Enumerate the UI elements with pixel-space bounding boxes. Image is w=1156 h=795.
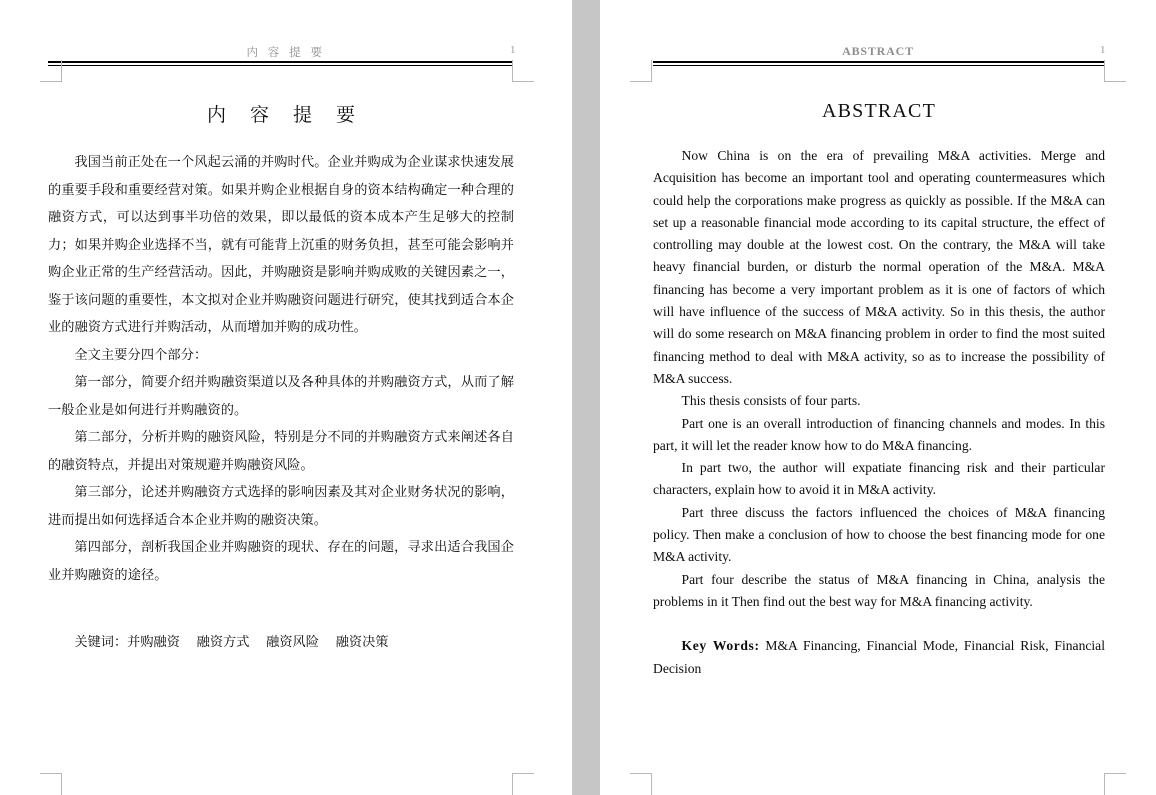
paragraph-abstract-overview: This thesis consists of four parts. xyxy=(681,393,861,409)
paragraph-part-three: 第三部分，论述并购融资方式选择的影响因素及其对企业财务状况的影响，进而提出如何选择适合本企业并购的融资决策。 xyxy=(48,485,514,528)
right-page-header xyxy=(600,44,1156,84)
left-page-number: 1 xyxy=(510,44,516,56)
left-page-header xyxy=(0,44,572,84)
keywords-value: M&A Financing, Financial Mode, Financial Risk, Financial Decision xyxy=(653,638,1105,676)
right-running-title: ABSTRACT xyxy=(842,44,914,58)
left-header-rule xyxy=(48,61,513,66)
paragraph-abstract-part-two: In part two, the author will expatiate financing risk and their particular characters, explain how to avoid it in M&A activity. xyxy=(653,460,1105,498)
keywords-line-en xyxy=(653,635,1105,680)
paragraph-abstract-part-one: Part one is an overall introduction of financing channels and modes. In this part, it will let the reader know how to do M&A financing. xyxy=(653,415,1105,453)
keywords-line-cn: 关键词：并购融资 融资方式 融资风险 融资决策 xyxy=(74,635,389,650)
paragraph-part-two: 第二部分，分析并购的融资风险，特别是分不同的并购融资方式来阐述各自的融资特点，并提出对策规避并购融资风险。 xyxy=(48,430,514,473)
page-right xyxy=(600,0,1156,795)
right-page-body xyxy=(653,100,1105,680)
left-running-title: 内 容 提 要 xyxy=(246,47,326,59)
page-left xyxy=(0,0,572,795)
paragraph-intro: 我国当前正处在一个风起云涌的并购时代。企业并购成为企业谋求快速发展的重要手段和重要经营对策。如果并购企业根据自身的资本结构确定一种合理的融资方式，可以达到事半功倍的效果，即以最低的资本成本产生足够大的控制力；如果并购企业选择不当，就有可能背上沉重的财务负担，甚至可能会影响并购企业正常的生产经营活动。因此，并购融资是影响并购成败的关键因素之一，鉴于该问题的重要性，本文拟对企业并购融资问题进行研究，使其找到适合本企业的融资方式进行并购活动，从而增加并购的成功性。 xyxy=(48,155,514,335)
paragraph-part-four: 第四部分，剖析我国企业并购融资的现状、存在的问题，寻求出适合我国企业并购融资的途径。 xyxy=(48,540,514,583)
right-header-rule xyxy=(653,61,1105,66)
paragraph-abstract-intro: Now China is on the era of prevailing M&A activities. Merge and Acquisition has become an important tool and operating countermeasures which could help the corporations make progress as quickly as possible. If the M&A can set up a reasonable financial mode according to its capital structure, the effect of controlling may double at the lowest cost. On the contrary, the M&A will take heavy financial burden, or disturb the normal operation of the M&A. M&A financing has become a very important problem as it is one of factors of which will have influence of the success of M&A activity. So in this thesis, the author will do some research on M&A financing problem in order to find the most suited financing method to deal with M&A activity, so as to increase the possibility of M&A success. xyxy=(653,148,1105,386)
right-page-number: 1 xyxy=(1100,44,1106,56)
paragraph-abstract-part-three: Part three discuss the factors influenced the choices of M&A financing policy. Then make a conclusion of how to choose the best financing mode for one M&A activity. xyxy=(653,504,1105,565)
paragraph-abstract-part-four: Part four describe the status of M&A financing in China, analysis the problems in it Then find out the best way for M&A financing activity. xyxy=(653,571,1105,609)
crop-mark-bottom-left xyxy=(630,773,652,795)
paragraph-part-one: 第一部分，简要介绍并购融资渠道以及各种具体的并购融资方式，从而了解一般企业是如何进行并购融资的。 xyxy=(48,375,514,418)
paragraph-overview: 全文主要分四个部分： xyxy=(74,347,208,363)
crop-mark-bottom-left xyxy=(40,773,62,795)
left-page-title: 内 容 提 要 xyxy=(206,104,365,126)
right-page-title: ABSTRACT xyxy=(821,100,937,122)
keywords-label: Key Words: xyxy=(681,638,760,654)
crop-mark-bottom-right xyxy=(1104,773,1126,795)
crop-mark-bottom-right xyxy=(512,773,534,795)
page-gutter xyxy=(572,0,600,795)
left-page-body xyxy=(48,100,514,657)
